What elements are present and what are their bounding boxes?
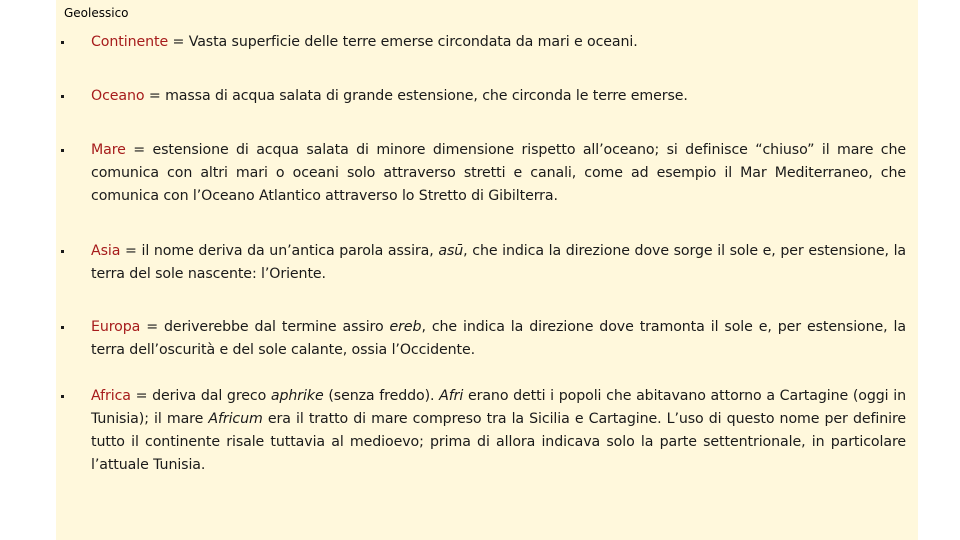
separator: = — [130, 388, 153, 404]
italic-word: ereb — [389, 319, 422, 335]
list-item-continente — [56, 31, 906, 54]
definition-text: era il tratto di mare compreso tra la Sicilia e Cartagine. L’uso di questo nome per definire tutto il continente risale tuttavia al medioevo; prima di allora indicava solo la parte settentrionale, in particolare l’attuale Tunisia. — [91, 411, 906, 473]
definition-text: , che indica la direzione dove sorge il sole e, per estensione, la terra del sole nascente: l’Oriente. — [91, 243, 907, 282]
definition-text: Vasta superficie delle terre emerse circondata da mari e oceani. — [188, 34, 638, 50]
term-label: Asia — [91, 243, 121, 259]
italic-word: aphrike — [270, 388, 324, 404]
definition-text: deriva dal greco — [152, 388, 271, 404]
list-item-mare — [56, 139, 906, 208]
separator: = — [140, 319, 165, 335]
entry-text — [91, 385, 906, 477]
italic-word: Africum — [208, 411, 263, 427]
separator: = — [168, 34, 189, 50]
separator: = — [144, 88, 166, 104]
entry-text — [91, 31, 906, 54]
separator: = — [125, 142, 153, 158]
list-item-africa — [56, 385, 906, 477]
entry-text — [91, 316, 906, 362]
entry-text — [91, 139, 906, 208]
list-item-europa — [56, 316, 906, 362]
entry-text — [91, 240, 906, 286]
italic-word: Afri — [439, 388, 464, 404]
definition-text: erano detti i popoli che abitavano attorno a Cartagine (oggi in Tunisia); il mare — [91, 388, 906, 427]
definition-text: (senza freddo). — [323, 388, 440, 404]
entry-text — [91, 85, 906, 108]
term-label: Continente — [91, 34, 169, 50]
definition-text: massa di acqua salata di grande estensione, che circonda le terre emerse. — [165, 88, 688, 104]
term-label: Mare — [91, 142, 126, 158]
definition-text: , che indica la direzione dove tramonta il sole e, per estensione, la terra dell’oscurità e del sole calante, ossia l’Occidente. — [91, 319, 906, 358]
bullet-marker — [61, 326, 64, 329]
bullet-marker — [61, 395, 64, 398]
page-title: Geolessico — [64, 6, 129, 20]
bullet-marker — [61, 41, 64, 44]
term-label: Oceano — [91, 88, 145, 104]
definition-text: estensione di acqua salata di minore dimensione rispetto all’oceano; si definisce “chiuso” il mare che comunica con altri mari o oceani solo attraverso stretti e canali, come ad esempio il Mar Mediterraneo, che comunica con l’Oceano Atlantico attraverso lo Stretto di Gibilterra. — [91, 142, 906, 204]
bullet-marker — [61, 95, 64, 98]
list-item-oceano — [56, 85, 906, 108]
italic-word: asū — [438, 243, 464, 259]
definition-text: deriverebbe dal termine assiro — [164, 319, 390, 335]
bullet-marker — [61, 149, 64, 152]
bullet-marker — [61, 250, 64, 253]
list-item-asia — [56, 240, 906, 286]
separator: = — [120, 243, 142, 259]
term-label: Europa — [91, 319, 141, 335]
definition-text: il nome deriva da un’antica parola assira, — [141, 243, 439, 259]
term-label: Africa — [91, 388, 131, 404]
